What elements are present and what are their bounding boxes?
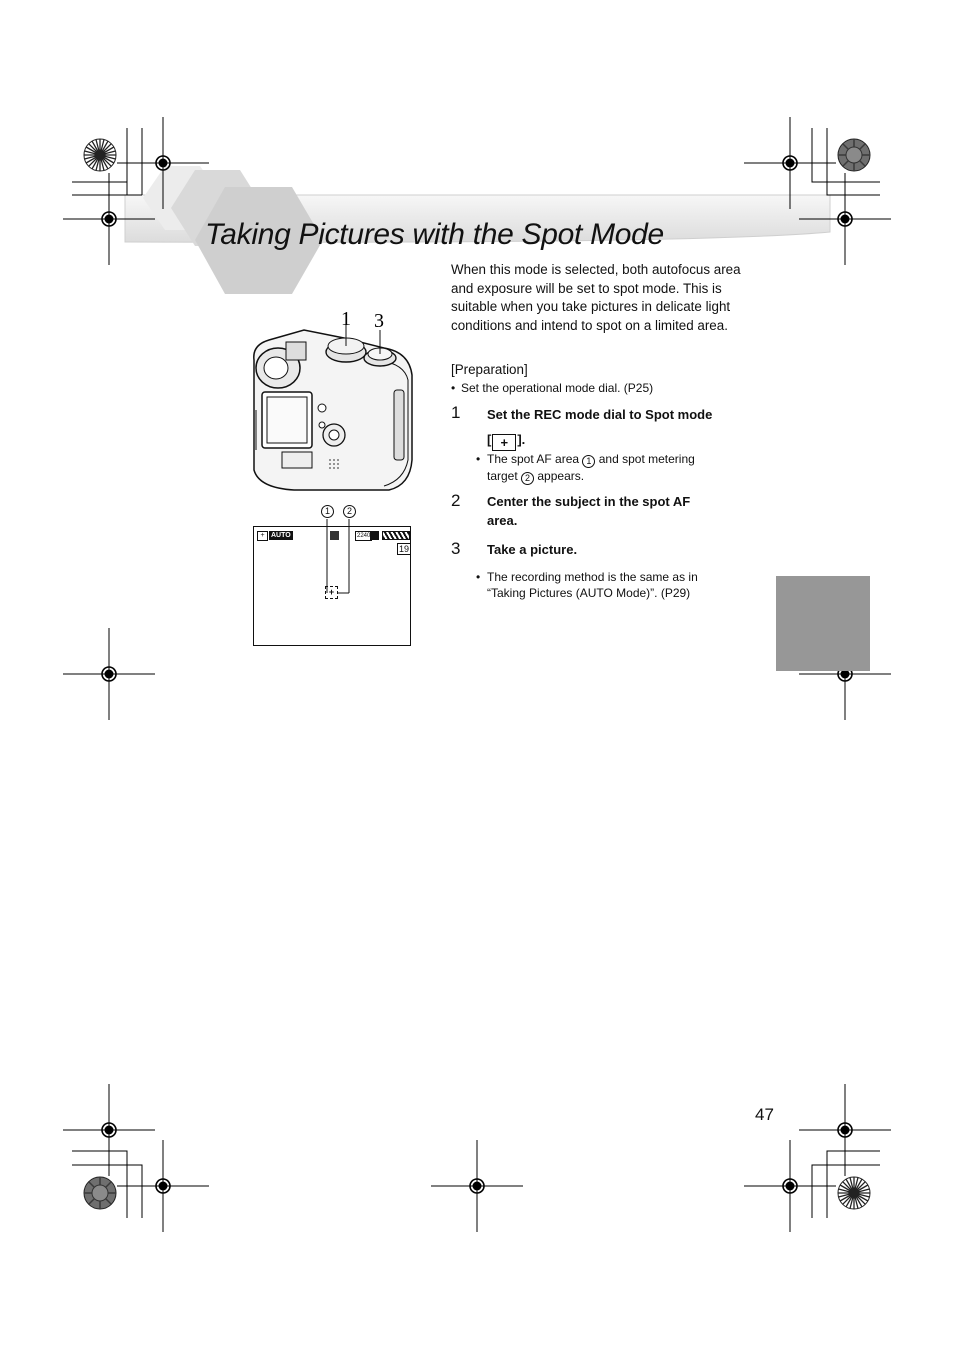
step-2-number: 2 bbox=[451, 491, 461, 510]
lcd-flash-icon bbox=[330, 531, 339, 540]
preparation-label: [Preparation] bbox=[451, 362, 528, 377]
battery-icon bbox=[382, 531, 410, 540]
step-1-number: 1 bbox=[451, 403, 461, 422]
callout-2: 2 bbox=[343, 504, 356, 518]
step-1-bullet: • The spot AF area 1 and spot metering target 2 appears. bbox=[476, 452, 695, 483]
lcd-resolution: 2240 bbox=[357, 533, 371, 539]
lcd-frame-count: 19 bbox=[399, 544, 410, 554]
callout-1: 1 bbox=[321, 504, 334, 518]
intro-paragraph: When this mode is selected, both autofocus area and exposure will be set to spot mode. This is suitable when you take pictures in delicate light conditions and intend to spot on a limited area. bbox=[451, 262, 741, 333]
section-tab bbox=[776, 576, 870, 671]
camera-label-1: 1 bbox=[341, 308, 351, 330]
step-2-text: Center the subject in the spot AF area. bbox=[487, 494, 691, 528]
spot-af-frame-icon: + bbox=[325, 586, 338, 599]
step-3-text: Take a picture. bbox=[487, 542, 578, 557]
page-title: Taking Pictures with the Spot Mode bbox=[205, 218, 664, 251]
lcd-quality-icon bbox=[370, 531, 379, 540]
lcd-screen-figure bbox=[253, 526, 411, 646]
preparation-bullet: • Set the operational mode dial. (P25) bbox=[451, 381, 654, 395]
page-number: 47 bbox=[755, 1105, 774, 1124]
spot-mode-icon: + bbox=[492, 434, 516, 451]
step-1-text: Set the REC mode dial to Spot mode [ + ]. bbox=[487, 407, 713, 450]
camera-label-3: 3 bbox=[374, 310, 384, 332]
spot-mode-icon: + bbox=[257, 531, 268, 541]
step-3-number: 3 bbox=[451, 539, 461, 558]
camera-illustration bbox=[244, 300, 424, 496]
step-3-bullet: • The recording method is the same as in “Taking Pictures (AUTO Mode)”. (P29) bbox=[476, 570, 698, 600]
lcd-mode-indicator: AUTO bbox=[271, 532, 291, 539]
